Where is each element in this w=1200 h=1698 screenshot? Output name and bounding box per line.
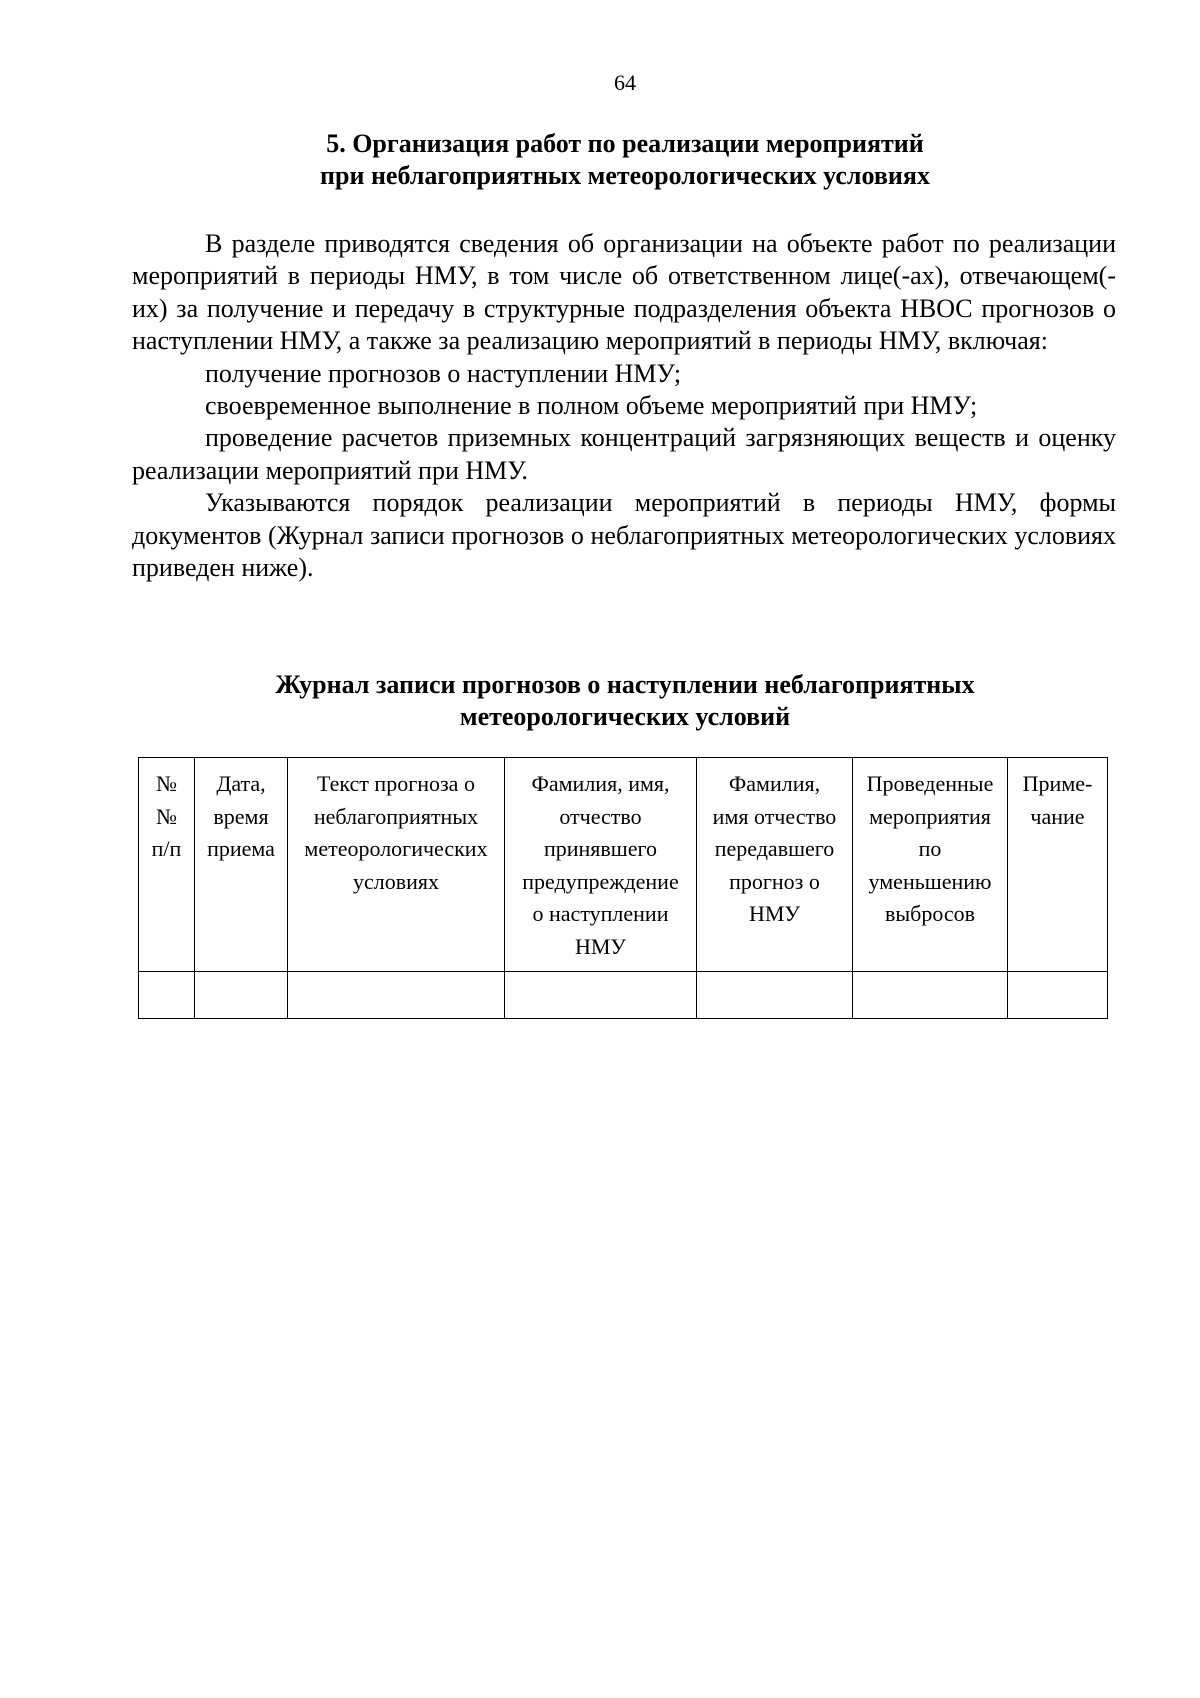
list-item: получение прогнозов о наступлении НМУ; xyxy=(205,358,682,388)
table-cell xyxy=(195,972,288,1019)
table-cell xyxy=(288,972,505,1019)
column-header-line: НМУ xyxy=(748,901,801,926)
body-text xyxy=(132,228,1116,584)
column-header-line: отчество xyxy=(559,803,642,829)
section-title-line: 5. Организация работ по реализации мероприятий xyxy=(326,129,924,158)
column-header-line: приема xyxy=(207,836,275,861)
column-header-line: Текст прогноза о xyxy=(317,771,475,796)
column-header-line: выбросов xyxy=(884,901,976,926)
column-header-line: уменьшению xyxy=(868,868,992,894)
column-header-line: по xyxy=(918,836,942,861)
column-header-line: условиях xyxy=(352,868,440,894)
table-cell xyxy=(853,972,1008,1019)
journal-title xyxy=(130,669,1120,733)
column-header xyxy=(139,758,195,972)
journal-table xyxy=(138,757,1108,1019)
page-number: 64 xyxy=(614,70,636,95)
section-title xyxy=(130,128,1120,192)
section-title-line: при неблагоприятных метеорологических условиях xyxy=(320,161,930,190)
column-header xyxy=(195,758,288,972)
table-cell xyxy=(505,972,697,1019)
column-header-line: Фамилия, xyxy=(728,771,821,796)
list-item: проведение расчетов приземных концентраций загрязняющих веществ и оценку реализации мероприятий при НМУ. xyxy=(132,423,1116,485)
journal-title-line: Журнал записи прогнозов о наступлении неблагоприятных xyxy=(275,670,975,699)
journal-title-line: метеорологических условий xyxy=(459,702,791,731)
column-header xyxy=(853,758,1008,972)
column-header xyxy=(288,758,505,972)
column-header-line: № xyxy=(156,803,177,829)
column-header-line: прогноз о xyxy=(729,868,820,894)
column-header-line: имя отчество xyxy=(712,803,837,829)
column-header-line: № xyxy=(156,771,177,796)
column-header xyxy=(505,758,697,972)
column-header-line: Проведенные xyxy=(866,771,994,796)
column-header-line: Дата, xyxy=(216,771,266,796)
column-header-line: о наступлении xyxy=(532,901,669,926)
table-row xyxy=(139,972,1108,1019)
column-header-line: мероприятия xyxy=(869,803,991,829)
table-header-row xyxy=(139,758,1108,972)
column-header-line: п/п xyxy=(151,836,182,861)
column-header-line: Фамилия, имя, xyxy=(531,771,670,796)
table-cell xyxy=(139,972,195,1019)
column-header-line: передавшего xyxy=(714,836,835,861)
paragraph-intro: В разделе приводятся сведения об организации на объекте работ по реализации мероприятий в периоды НМУ, в том числе об ответственном лице(-ах), отвечающем(-их) за получение и передачу в структурные подразделения объекта НВОС прогнозов о наступлении НМУ, а также за реализацию мероприятий в периоды НМУ, включая: xyxy=(132,229,1116,356)
table-body xyxy=(139,972,1108,1019)
column-header-line: чание xyxy=(1030,803,1085,829)
paragraph-procedure: Указываются порядок реализации мероприятий в периоды НМУ, формы документов (Журнал записи прогнозов о неблагоприятных метеорологических условиях приведен ниже). xyxy=(132,488,1116,583)
column-header-line: метеорологических xyxy=(304,836,488,861)
table-cell xyxy=(697,972,853,1019)
column-header-line: неблагоприятных xyxy=(313,803,479,829)
column-header xyxy=(697,758,853,972)
column-header-line: принявшего xyxy=(543,836,657,861)
table-cell xyxy=(1008,972,1108,1019)
column-header xyxy=(1008,758,1108,972)
column-header-line: предупреждение xyxy=(522,868,679,894)
list-item: своевременное выполнение в полном объеме мероприятий при НМУ; xyxy=(205,391,978,421)
column-header-line: время xyxy=(213,803,269,829)
column-header-line: Приме- xyxy=(1022,771,1093,796)
column-header-line: НМУ xyxy=(574,933,627,959)
